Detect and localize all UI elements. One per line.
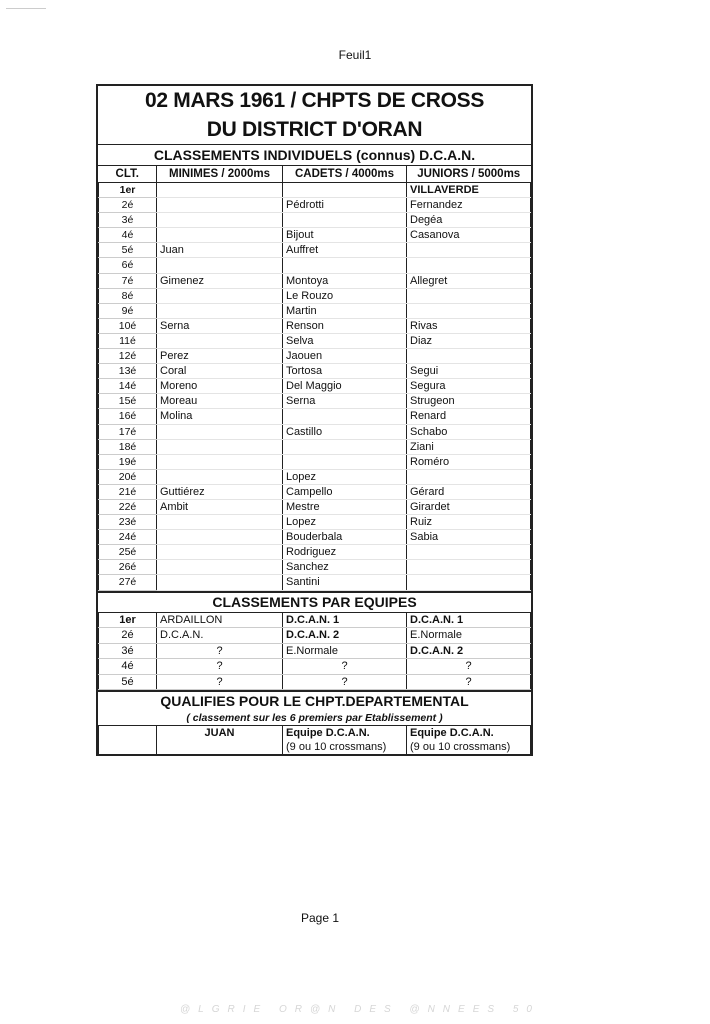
cadets-cell: Selva [283,333,407,348]
cadets-cell: Serna [283,394,407,409]
cadets-cell: Pédrotti [283,198,407,213]
cadets-cell: Tortosa [283,364,407,379]
sheet-name: Feuil1 [338,48,372,62]
minimes-cell [157,303,283,318]
table-row [99,530,531,545]
clt-cell: 6é [99,258,157,273]
clt-team-cell: 1er [99,613,157,628]
clt-cell: 13é [99,364,157,379]
table-row [99,454,531,469]
juniors-cell [407,560,531,575]
table-row [99,545,531,560]
cadets-cell: Le Rouzo [283,288,407,303]
qualified-minimes: JUAN [157,726,283,740]
results-frame [96,84,533,756]
cadets-cell [283,439,407,454]
clt-cell: 7é [99,273,157,288]
minimes-cell [157,454,283,469]
minimes-team-cell: ARDAILLON [157,613,283,628]
minimes-cell: Moreau [157,394,283,409]
table-row [99,303,531,318]
cadets-cell: Bouderbala [283,530,407,545]
table-row [99,258,531,273]
minimes-cell: Molina [157,409,283,424]
minimes-cell [157,183,283,198]
table-row [99,469,531,484]
cadets-cell: Bijout [283,228,407,243]
juniors-cell [407,545,531,560]
clt-cell: 22é [99,499,157,514]
juniors-cell: Schabo [407,424,531,439]
table-row [99,318,531,333]
table-row [99,183,531,198]
cadets-team-cell: ? [283,659,407,675]
cadets-team-cell: ? [283,674,407,690]
clt-cell: 24é [99,530,157,545]
cadets-cell: Renson [283,318,407,333]
clt-cell: 4é [99,228,157,243]
juniors-cell: Ruiz [407,515,531,530]
table-row [99,228,531,243]
juniors-cell [407,575,531,590]
table-row [99,243,531,258]
qualified-cadets-team: Equipe D.C.A.N. [283,726,407,740]
table-row [99,213,531,228]
juniors-cell: Segui [407,364,531,379]
juniors-cell [407,288,531,303]
individual-header-row [99,166,531,183]
juniors-cell [407,243,531,258]
minimes-cell: Perez [157,349,283,364]
table-row [99,288,531,303]
header-minimes: MINIMES / 2000ms [157,166,283,183]
cadets-cell: Jaouen [283,349,407,364]
clt-cell: 14é [99,379,157,394]
team-rows [99,613,531,690]
table-row [99,484,531,499]
qualified-clt-cell [99,726,157,740]
table-row [99,394,531,409]
qualified-juniors-note: (9 ou 10 crossmans) [407,740,531,754]
minimes-team-cell: D.C.A.N. [157,628,283,644]
juniors-cell: Roméro [407,454,531,469]
cadets-cell [283,183,407,198]
table-row [99,499,531,514]
minimes-cell [157,258,283,273]
qualified-table [98,726,531,754]
page-footer: Page 1 [300,911,340,925]
juniors-cell [407,349,531,364]
individual-subtitle: CLASSEMENTS INDIVIDUELS (connus) D.C.A.N. [98,145,531,166]
juniors-cell: Fernandez [407,198,531,213]
qualified-minimes-empty [157,740,283,754]
team-row [99,674,531,690]
header-cadets: CADETS / 4000ms [283,166,407,183]
cadets-cell: Sanchez [283,560,407,575]
minimes-cell [157,288,283,303]
table-row [99,364,531,379]
minimes-cell [157,530,283,545]
table-row [99,560,531,575]
individual-table [98,166,531,591]
table-row [99,515,531,530]
minimes-cell: Coral [157,364,283,379]
minimes-cell [157,515,283,530]
qualified-title: QUALIFIES POUR LE CHPT.DEPARTEMENTAL [98,690,531,711]
cadets-cell [283,409,407,424]
clt-team-cell: 3é [99,643,157,659]
cadets-team-cell: E.Normale [283,643,407,659]
cadets-cell: Santini [283,575,407,590]
individual-rows [99,183,531,591]
watermark: @LGRIE OR@N DES @NNEES 50 [180,1004,540,1015]
juniors-cell [407,303,531,318]
table-row [99,349,531,364]
juniors-cell: VILLAVERDE [407,183,531,198]
juniors-cell: Sabia [407,530,531,545]
juniors-team-cell: D.C.A.N. 2 [407,643,531,659]
clt-cell: 19é [99,454,157,469]
minimes-cell [157,575,283,590]
minimes-cell [157,439,283,454]
clt-cell: 18é [99,439,157,454]
table-row [99,575,531,590]
clt-cell: 5é [99,243,157,258]
cadets-team-cell: D.C.A.N. 2 [283,628,407,644]
clt-team-cell: 4é [99,659,157,675]
minimes-team-cell: ? [157,643,283,659]
clt-team-cell: 5é [99,674,157,690]
minimes-team-cell: ? [157,674,283,690]
clt-team-cell: 2é [99,628,157,644]
cadets-team-cell: D.C.A.N. 1 [283,613,407,628]
table-row [99,409,531,424]
clt-cell: 2é [99,198,157,213]
minimes-cell [157,333,283,348]
cadets-cell [283,258,407,273]
cadets-cell [283,213,407,228]
juniors-cell: Segura [407,379,531,394]
clt-cell: 20é [99,469,157,484]
title-line-2: DU DISTRICT D'ORAN [98,116,531,145]
cadets-cell: Lopez [283,469,407,484]
qualified-row-1 [99,726,531,740]
clt-cell: 1er [99,183,157,198]
juniors-team-cell: ? [407,674,531,690]
table-row [99,379,531,394]
clt-cell: 9é [99,303,157,318]
qualified-cadets-note: (9 ou 10 crossmans) [283,740,407,754]
minimes-cell: Juan [157,243,283,258]
cadets-cell: Castillo [283,424,407,439]
clt-cell: 12é [99,349,157,364]
minimes-cell [157,469,283,484]
table-row [99,333,531,348]
table-row [99,424,531,439]
table-row [99,439,531,454]
clt-cell: 10é [99,318,157,333]
juniors-cell: Casanova [407,228,531,243]
cadets-cell [283,454,407,469]
clt-cell: 16é [99,409,157,424]
clt-cell: 11é [99,333,157,348]
juniors-cell: Girardet [407,499,531,514]
minimes-cell: Gimenez [157,273,283,288]
team-row [99,613,531,628]
cadets-cell: Rodriguez [283,545,407,560]
minimes-cell: Ambit [157,499,283,514]
minimes-cell [157,545,283,560]
table-row [99,198,531,213]
table-row [99,273,531,288]
qualified-clt-cell [99,740,157,754]
team-row [99,643,531,659]
clt-cell: 8é [99,288,157,303]
clt-cell: 26é [99,560,157,575]
minimes-cell: Moreno [157,379,283,394]
cadets-cell: Campello [283,484,407,499]
minimes-cell [157,560,283,575]
cadets-cell: Mestre [283,499,407,514]
juniors-cell: Ziani [407,439,531,454]
juniors-team-cell: D.C.A.N. 1 [407,613,531,628]
minimes-cell [157,424,283,439]
header-juniors: JUNIORS / 5000ms [407,166,531,183]
qualified-juniors-team: Equipe D.C.A.N. [407,726,531,740]
clt-cell: 3é [99,213,157,228]
teams-title: CLASSEMENTS PAR EQUIPES [98,591,531,613]
minimes-cell: Guttiérez [157,484,283,499]
team-row [99,659,531,675]
top-edge-line [6,8,46,9]
juniors-cell: Diaz [407,333,531,348]
teams-table [98,613,531,691]
juniors-cell: Gérard [407,484,531,499]
clt-cell: 21é [99,484,157,499]
cadets-cell: Martin [283,303,407,318]
cadets-cell: Montoya [283,273,407,288]
juniors-cell: Renard [407,409,531,424]
minimes-cell [157,213,283,228]
qualified-row-2 [99,740,531,754]
juniors-cell [407,469,531,484]
juniors-team-cell: E.Normale [407,628,531,644]
minimes-cell: Serna [157,318,283,333]
clt-cell: 27é [99,575,157,590]
clt-cell: 15é [99,394,157,409]
juniors-team-cell: ? [407,659,531,675]
cadets-cell: Del Maggio [283,379,407,394]
minimes-cell [157,198,283,213]
clt-cell: 17é [99,424,157,439]
title-line-1: 02 MARS 1961 / CHPTS DE CROSS [144,89,485,112]
minimes-cell [157,228,283,243]
team-row [99,628,531,644]
juniors-cell: Strugeon [407,394,531,409]
clt-cell: 25é [99,545,157,560]
clt-cell: 23é [99,515,157,530]
juniors-cell: Allegret [407,273,531,288]
cadets-cell: Auffret [283,243,407,258]
juniors-cell: Rivas [407,318,531,333]
cadets-cell: Lopez [283,515,407,530]
header-clt: CLT. [99,166,157,183]
minimes-team-cell: ? [157,659,283,675]
juniors-cell: Degéa [407,213,531,228]
juniors-cell [407,258,531,273]
qualified-subtitle: ( classement sur les 6 premiers par Etablissement ) [98,711,531,726]
